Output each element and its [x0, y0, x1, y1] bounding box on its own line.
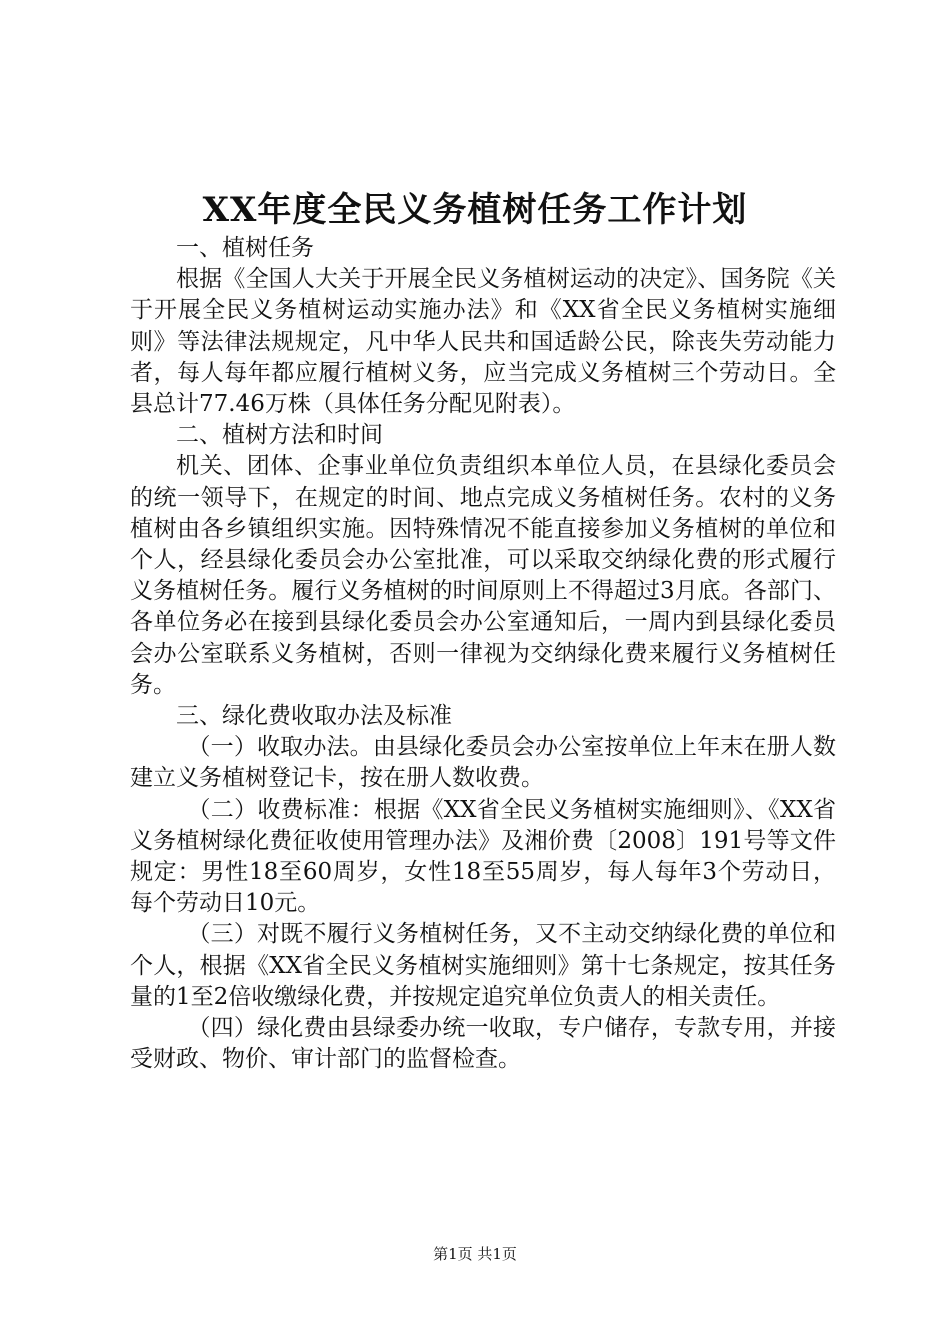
paragraph-method-and-time: 机关、团体、企事业单位负责组织本单位人员，在县绿化委员会的统一领导下，在规定的时间、地点完成义务植树任务。农村的义务植树由各乡镇组织实施。因特殊情况不能直接参加义务植树的单位和个人，经县绿化委员会办公室批准，可以采取交纳绿化费的形式履行义务植树任务。履行义务植树的时间原则上不得超过3月底。各部门、各单位务必在接到县绿化委员会办公室通知后，一周内到县绿化委员会办公室联系义务植树，否则一律视为交纳绿化费来履行义务植树任务。 [130, 453, 836, 698]
paragraph-fee-standard: （二）收费标准：根据《XX省全民义务植树实施细则》、《XX省义务植树绿化费征收使用管理办法》及湘价费〔2008〕191号等文件规定：男性18至60周岁，女性18至55周岁，每人每年3个劳动日，每个劳动日10元。 [130, 796, 836, 917]
section-heading-1: 一、植树任务 [176, 235, 314, 261]
section-heading-3: 三、绿化费收取办法及标准 [176, 703, 452, 730]
paragraph-collection-method: （一）收取办法。由县绿化委员会办公室按单位上年末在册人数建立义务植树登记卡，按在册人数收费。 [130, 734, 836, 792]
page-footer: 第1页 共1页 [433, 1245, 517, 1263]
paragraph-penalty: （三）对既不履行义务植树任务，又不主动交纳绿化费的单位和个人，根据《XX省全民义务植树实施细则》第十七条规定，按其任务量的1至2倍收缴绿化费，并按规定追究单位负责人的相关责任。 [130, 921, 836, 1010]
document-title: XX年度全民义务植树任务工作计划 [202, 190, 748, 230]
paragraph-planting-task: 根据《全国人大关于开展全民义务植树运动的决定》、国务院《关于开展全民义务植树运动实施办法》和《XX省全民义务植树实施细则》等法律法规规定，凡中华人民共和国适龄公民，除丧失劳动能力者，每人每年都应履行植树义务，应当完成义务植树三个劳动日。全县总计77.46万株（具体任务分配见附表）。 [130, 266, 836, 418]
document-body [130, 233, 836, 1075]
paragraph-fund-management: （四）绿化费由县绿委办统一收取，专户储存，专款专用，并接受财政、物价、审计部门的监督检查。 [130, 1015, 836, 1073]
section-heading-2: 二、植树方法和时间 [176, 422, 383, 449]
